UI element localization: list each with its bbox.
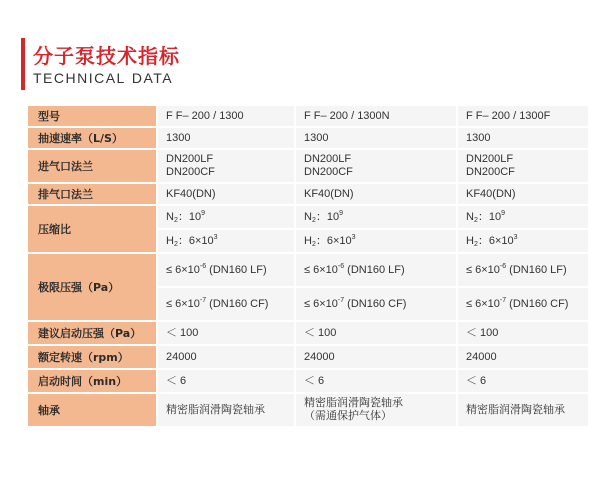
cell-line: DN200CF [466, 166, 515, 178]
cell-bearing-2 [296, 394, 458, 428]
cell-inlet-3 [458, 150, 588, 184]
cell-line: DN200CF [166, 166, 215, 178]
cell-outlet-2: KF40(DN) [296, 184, 458, 206]
cell-speed-2: 1300 [296, 128, 458, 150]
cell-start-time-3: ＜ 6 [458, 370, 588, 394]
table-row-bearing [28, 394, 588, 428]
page-subtitle [33, 70, 179, 86]
cell-bearing-3: 精密脂润滑陶瓷轴承 [458, 394, 588, 428]
row-label: 额定转速（rpm） [28, 346, 158, 370]
cell-start-pressure-1: ＜ 100 [158, 322, 296, 346]
row-label: 建议启动压强（Pa） [28, 322, 158, 346]
row-label: 压缩比 [28, 206, 158, 254]
table-row-ultimate-lf [28, 254, 588, 288]
cell-model-2: F F– 200 / 1300N [296, 106, 458, 128]
bearing-note: （需通保护气体） [304, 410, 392, 422]
cell-line: DN200CF [304, 166, 353, 178]
cell-outlet-3: KF40(DN) [458, 184, 588, 206]
table-row-compression-n2 [28, 206, 588, 230]
cell-ultimate-cf-2: ≤ $6\times 10^{-7}$ (DN160 CF) [296, 288, 458, 322]
table-row-start-time [28, 370, 588, 394]
row-label: 启动时间（min） [28, 370, 158, 394]
cell-compression-n2-3: $N_2$：$10^9$ [458, 206, 588, 230]
cell-inlet-2 [296, 150, 458, 184]
cell-line: DN200LF [304, 153, 352, 165]
cell-ultimate-lf-1: ≤ $6\times 10^{-6}$ (DN160 LF) [158, 254, 296, 288]
subtitle-word-1: TECHNICAL [33, 70, 126, 86]
row-label: 抽速速率（L/S） [28, 128, 158, 150]
cell-speed-3: 1300 [458, 128, 588, 150]
cell-start-pressure-3: ＜ 100 [458, 322, 588, 346]
cell-compression-n2-2: $N_2$：$10^9$ [296, 206, 458, 230]
cell-rated-speed-2: 24000 [296, 346, 458, 370]
table-row-model [28, 106, 588, 128]
table-row-inlet-flange [28, 150, 588, 184]
subtitle-word-2: DATA [131, 70, 174, 86]
cell-ultimate-cf-3: ≤ $6\times 10^{-7}$ (DN160 CF) [458, 288, 588, 322]
cell-outlet-1: KF40(DN) [158, 184, 296, 206]
cell-model-1: F F– 200 / 1300 [158, 106, 296, 128]
spec-table [28, 106, 588, 428]
cell-start-time-1: ＜ 6 [158, 370, 296, 394]
cell-ultimate-lf-3: ≤ $6\times 10^{-6}$ (DN160 LF) [458, 254, 588, 288]
cell-inlet-1 [158, 150, 296, 184]
row-label: 进气口法兰 [28, 150, 158, 184]
cell-start-time-2: ＜ 6 [296, 370, 458, 394]
cell-compression-h2-2: $H_2$：$6\times 10^3$ [296, 230, 458, 254]
table-row-outlet-flange [28, 184, 588, 206]
cell-rated-speed-1: 24000 [158, 346, 296, 370]
cell-ultimate-lf-2: ≤ $6\times 10^{-6}$ (DN160 LF) [296, 254, 458, 288]
cell-start-pressure-2: ＜ 100 [296, 322, 458, 346]
row-label: 极限压强（Pa） [28, 254, 158, 322]
cell-compression-h2-3: $H_2$：$6\times 10^3$ [458, 230, 588, 254]
cell-line: 精密脂润滑陶瓷轴承 [304, 397, 403, 409]
cell-compression-n2-1: $N_2$：$10^9$ [158, 206, 296, 230]
cell-compression-h2-1: $H_2$：$6\times 10^3$ [158, 230, 296, 254]
row-label: 型号 [28, 106, 158, 128]
cell-ultimate-cf-1: ≤ $6\times 10^{-7}$ (DN160 CF) [158, 288, 296, 322]
cell-speed-1: 1300 [158, 128, 296, 150]
table-row-pumping-speed [28, 128, 588, 150]
cell-line: DN200LF [466, 153, 514, 165]
row-label: 排气口法兰 [28, 184, 158, 206]
cell-model-3: F F– 200 / 1300F [458, 106, 588, 128]
table-row-rated-speed [28, 346, 588, 370]
cell-rated-speed-3: 24000 [458, 346, 588, 370]
cell-bearing-1: 精密脂润滑陶瓷轴承 [158, 394, 296, 428]
title-accent-bar [21, 38, 25, 90]
row-label: 轴承 [28, 394, 158, 428]
table-row-start-pressure [28, 322, 588, 346]
page-title: 分子泵技术指标 [33, 44, 180, 68]
cell-line: DN200LF [166, 153, 214, 165]
